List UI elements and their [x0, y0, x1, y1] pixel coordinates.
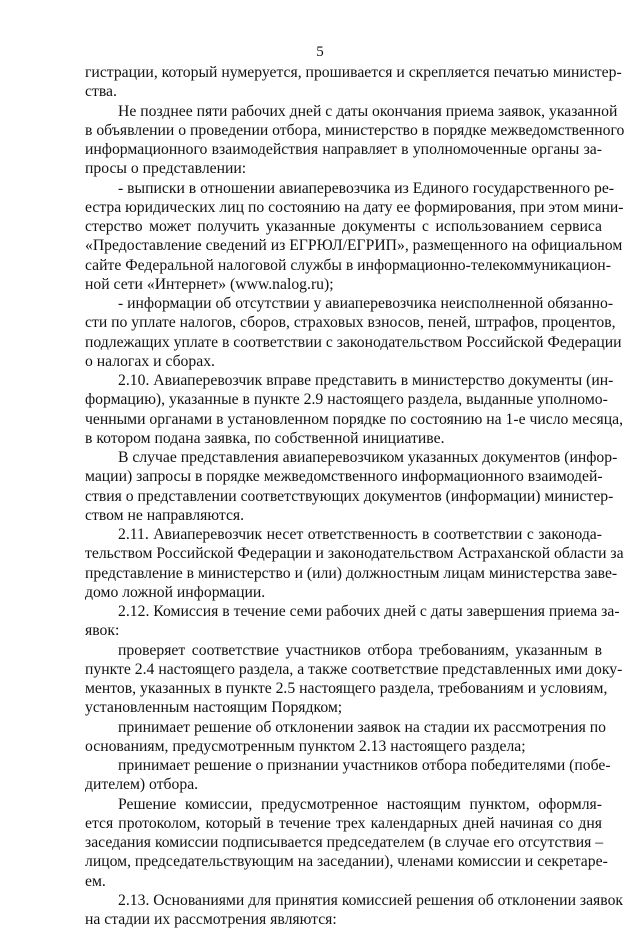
text-line: - выписки в отношении авиаперевозчика из Единого государственного ре- [118, 179, 615, 197]
text-line: ствия о представлении соответствующих документов (информации) министер- [85, 487, 614, 505]
text-line: о налогах и сборах. [85, 352, 215, 370]
text-line: ется протоколом, который в течение трех календарных дней начиная со дня [85, 814, 602, 832]
text-line: гистрации, который нумеруется, прошивается и скрепляется печатью министер- [85, 64, 622, 81]
text-line: просы о представлении: [85, 160, 247, 178]
text-line: подлежащих уплате в соответствии с законодательством Российской Федерации [85, 333, 622, 351]
text-line: ченными органами в установленном порядке по состоянию на 1-е число месяца, [85, 410, 624, 428]
text-line: информационного взаимодействия направляет в уполномоченные органы за- [85, 141, 602, 158]
text-line: явок: [85, 622, 120, 640]
text-line: дителем) отбора. [85, 776, 199, 794]
text-line: «Предоставление сведений из ЕГРЮЛ/ЕГРИП», размещенного на официальном [85, 237, 623, 255]
text-line: сти по уплате налогов, сборов, страховых взносов, пеней, штрафов, процентов, [85, 314, 616, 332]
text-line: основаниям, предусмотренным пунктом 2.13 настоящего раздела; [85, 737, 526, 755]
text-line: в объявлении о проведении отбора, министерство в порядке межведомственного [85, 121, 625, 139]
text-line: проверяет соответствие участников отбора требованиям, указанным в [118, 641, 602, 659]
text-line: лицом, председательствующим на заседании), членами комиссии и секретаре- [85, 853, 608, 871]
text-line: на стадии их рассмотрения являются: [85, 911, 337, 928]
text-line: пункте 2.4 настоящего раздела, а также соответствие представленных ими доку- [85, 660, 623, 678]
text-line: стерство может получить указанные документы с использованием сервиса [85, 218, 602, 235]
text-line: ментов, указанных в пункте 2.5 настоящего раздела, требованиям и условиям, [85, 680, 608, 697]
text-line: 2.13. Основаниями для принятия комиссией решения об отклонении заявок [118, 891, 624, 909]
text-line: В случае представления авиаперевозчиком указанных документов (инфор- [118, 449, 618, 466]
text-line: в котором подана заявка, по собственной инициативе. [85, 429, 445, 447]
text-line: представление в министерство и (или) должностным лицам министерства заве- [85, 564, 618, 582]
text-line: - информации об отсутствии у авиаперевозчика неисполненной обязанно- [118, 295, 614, 312]
text-line: заседания комиссии подписывается председателем (в случае его отсутствия – [85, 834, 604, 851]
text-line: Не позднее пяти рабочих дней с даты окончания приема заявок, указанной [118, 102, 618, 120]
text-line: ной сети «Интернет» (www.nalog.ru); [85, 275, 334, 293]
text-line: принимает решение о признании участников отбора победителями (побе- [118, 757, 611, 774]
text-line: 2.12. Комиссия в течение семи рабочих дней с даты завершения приема за- [118, 603, 620, 620]
text-line: тельством Российской Федерации и законодательством Астраханской области за [85, 545, 624, 563]
page-number: 5 [316, 44, 324, 60]
text-line: ства. [85, 83, 117, 101]
text-line: естра юридических лиц по состоянию на дату ее формирования, при этом мини- [85, 198, 624, 216]
text-line: 2.10. Авиаперевозчик вправе представить в министерство документы (ин- [118, 372, 614, 389]
text-line: Решение комиссии, предусмотренное настоящим пунктом, оформля- [118, 795, 602, 813]
text-line: ем. [85, 872, 106, 890]
text-line: ством не направляются. [85, 506, 245, 524]
text-line: домо ложной информации. [85, 583, 266, 601]
text-line: формацию), указанные в пункте 2.9 настоящего раздела, выданные уполномо- [85, 391, 608, 409]
text-line: принимает решение об отклонении заявок на стадии их рассмотрения по [118, 718, 606, 736]
document-body [85, 63, 625, 929]
text-line: сайте Федеральной налоговой службы в информационно-телекоммуникацион- [85, 256, 611, 274]
text-line: 2.11. Авиаперевозчик несет ответственность в соответствии с законода- [118, 526, 602, 543]
text-line: мации) запросы в порядке межведомственного информационного взаимодей- [85, 468, 603, 486]
text-line: установленным настоящим Порядком; [85, 699, 343, 717]
